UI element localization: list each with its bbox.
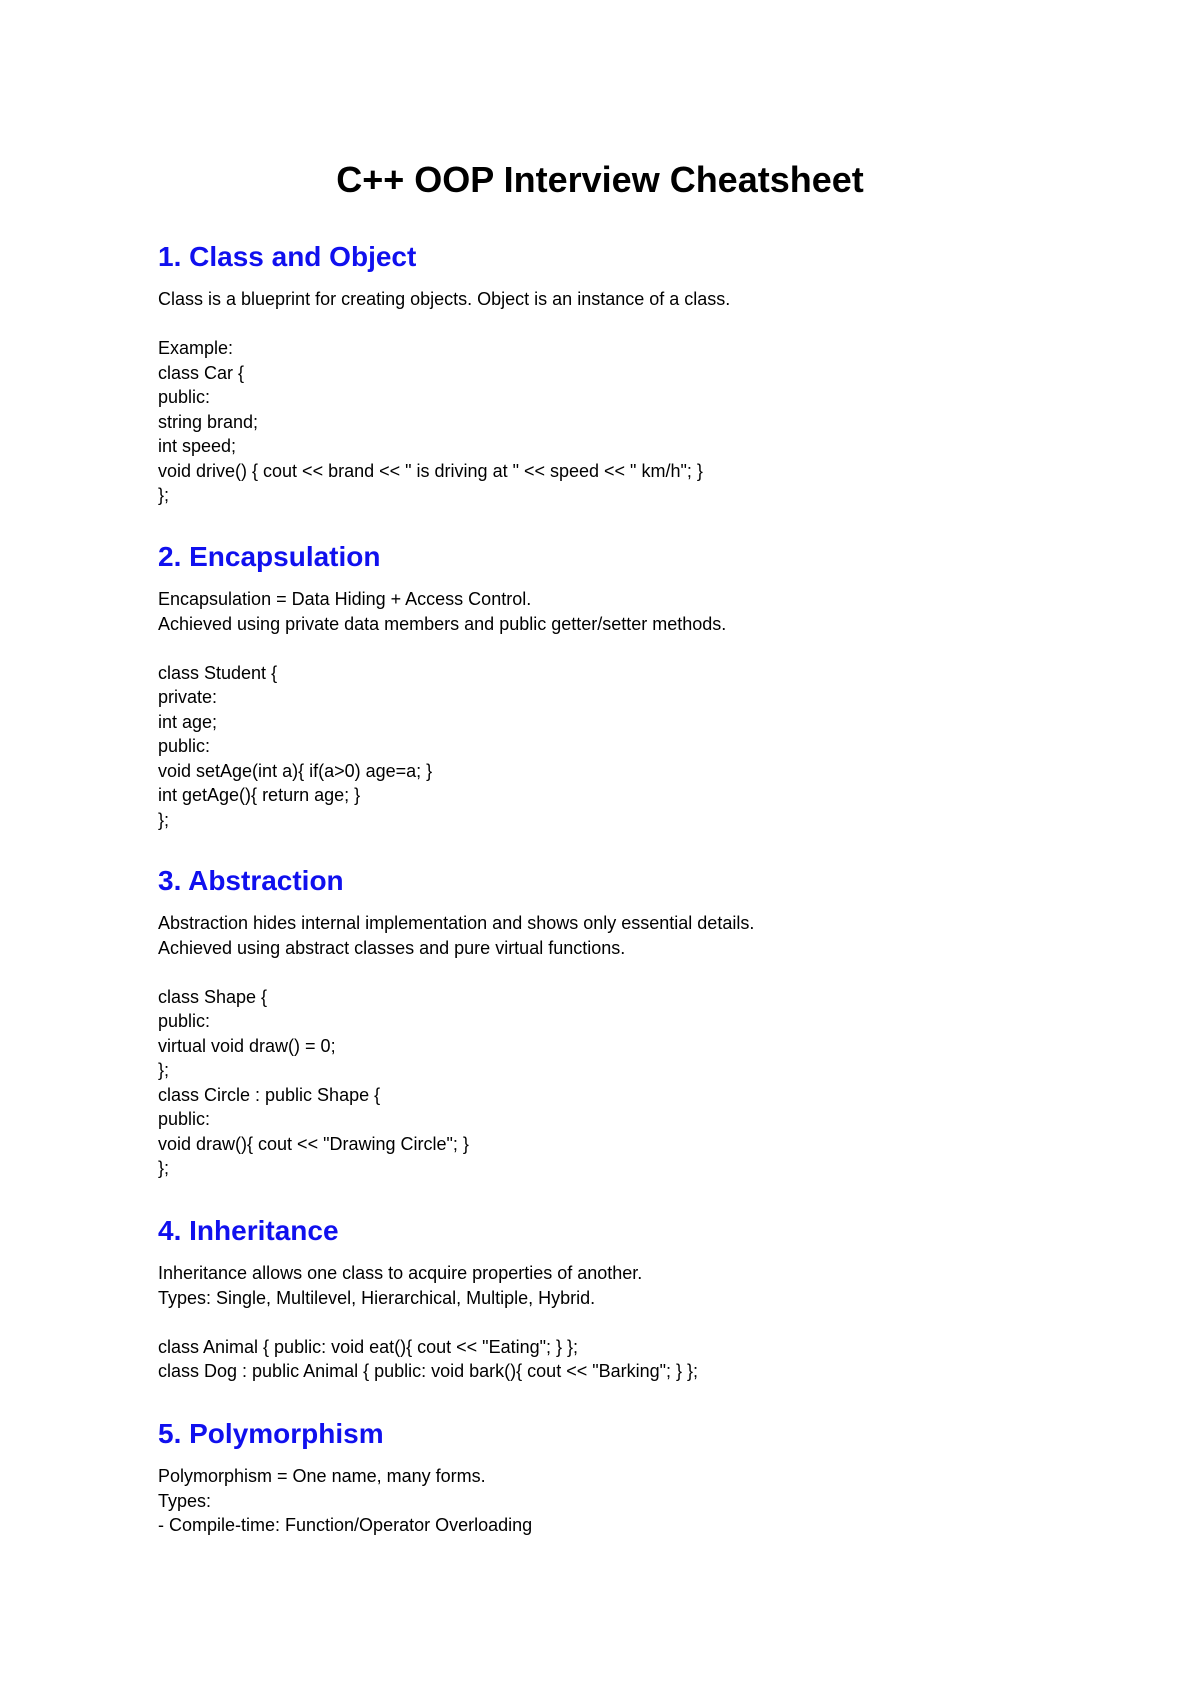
code-line: }; [158, 809, 170, 830]
page-title: C++ OOP Interview Cheatsheet [336, 159, 864, 200]
text-line: Types: [158, 1490, 212, 1511]
code-line: int getAge(){ return age; } [158, 785, 361, 805]
code-line: }; [158, 1060, 170, 1080]
section-inheritance [158, 1211, 1138, 1384]
code-line: void drive() { cout << brand << " is driving at " << speed << " km/h"; } [158, 460, 703, 481]
code-line: public: [158, 1109, 211, 1129]
text-line: Polymorphism = One name, many forms. [158, 1466, 486, 1486]
section-heading: 2. Encapsulation [158, 541, 381, 572]
text-line: Inheritance allows one class to acquire properties of another. [158, 1263, 643, 1283]
code-line: string brand; [158, 411, 259, 432]
code-line: class Car { [158, 362, 245, 383]
section-polymorphism [158, 1414, 1138, 1538]
code-line: public: [158, 736, 211, 756]
section-class-and-object [158, 237, 1138, 508]
text-line: Encapsulation = Data Hiding + Access Control. [158, 589, 532, 609]
code-line: void draw(){ cout << "Drawing Circle"; } [158, 1133, 469, 1154]
code-line: class Circle : public Shape { [158, 1084, 381, 1105]
code-line: virtual void draw() = 0; [158, 1035, 336, 1056]
code-line: class Student { [158, 662, 278, 683]
code-line: }; [158, 485, 170, 505]
text-line: Types: Single, Multilevel, Hierarchical, Multiple, Hybrid. [158, 1287, 596, 1308]
code-line: int age; [158, 711, 218, 732]
code-line: void setAge(int a){ if(a>0) age=a; } [158, 760, 433, 781]
section-heading: 4. Inheritance [158, 1215, 339, 1246]
code-line: private: [158, 687, 218, 707]
text-line: Achieved using private data members and public getter/setter methods. [158, 613, 727, 634]
code-line: class Dog : public Animal { public: void bark(){ cout << "Barking"; } }; [158, 1361, 699, 1381]
text-line: Example: [158, 338, 234, 358]
code-line: public: [158, 387, 211, 407]
section-heading: 1. Class and Object [158, 241, 417, 272]
section-heading: 3. Abstraction [158, 865, 344, 896]
text-line: - Compile-time: Function/Operator Overloading [158, 1515, 533, 1535]
code-line: int speed; [158, 436, 237, 456]
code-line: class Animal { public: void eat(){ cout << "Eating"; } }; [158, 1336, 579, 1357]
section-heading: 5. Polymorphism [158, 1418, 384, 1449]
section-abstraction [158, 861, 1138, 1181]
code-line: }; [158, 1158, 170, 1178]
section-encapsulation [158, 537, 1138, 832]
code-line: public: [158, 1011, 211, 1031]
text-line: Abstraction hides internal implementation and shows only essential details. [158, 913, 755, 933]
text-line: Achieved using abstract classes and pure virtual functions. [158, 937, 626, 958]
code-line: class Shape { [158, 986, 268, 1007]
text-line: Class is a blueprint for creating objects. Object is an instance of a class. [158, 289, 731, 309]
